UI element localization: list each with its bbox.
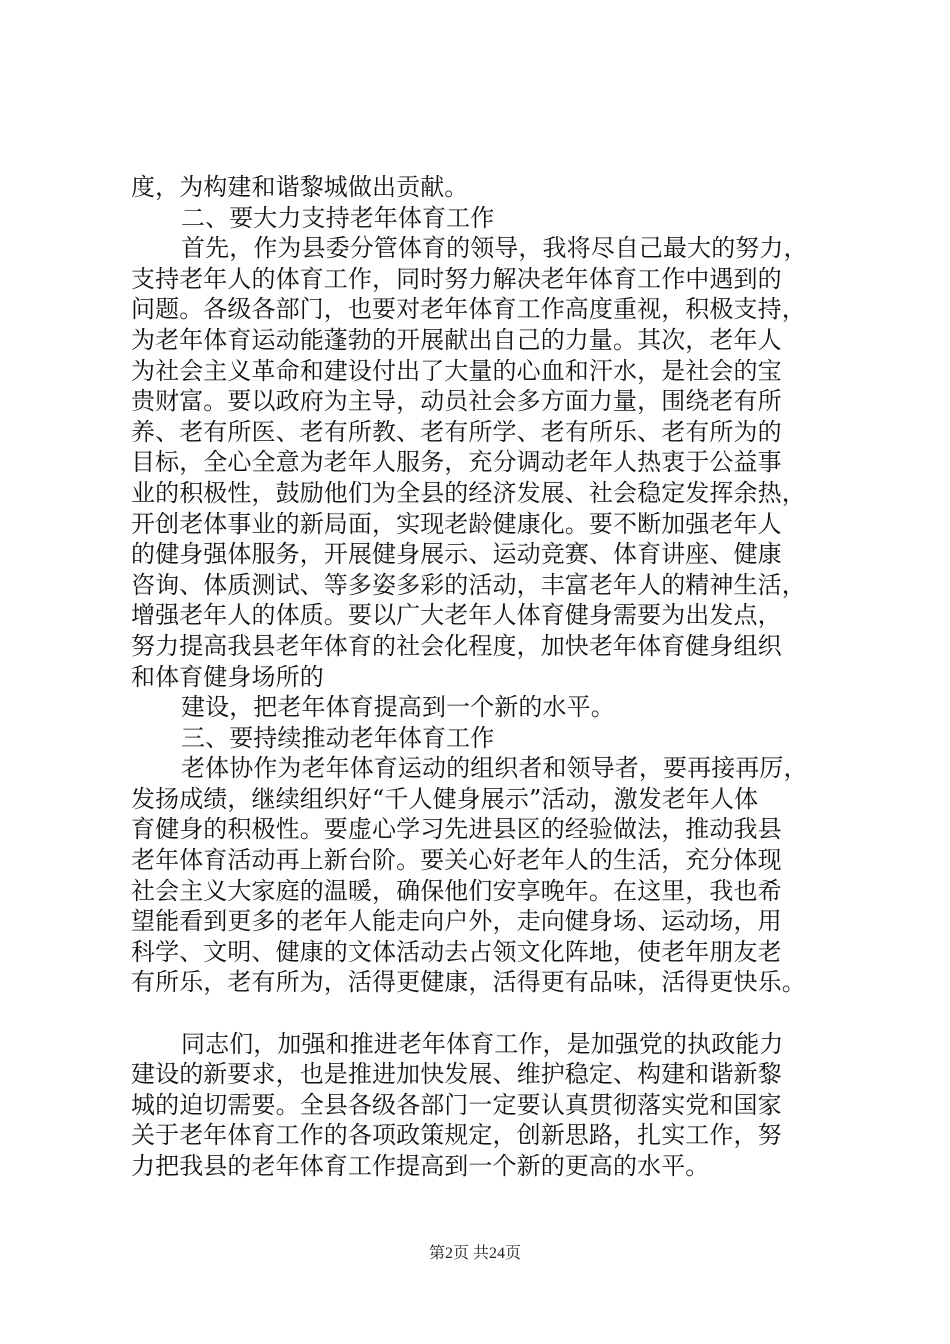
text-line: 为老年体育运动能蓬勃的开展献出自己的力量。其次，老年人	[131, 325, 782, 354]
text-line: 的健身强体服务，开展健身展示、运动竞赛、体育讲座、健康	[131, 540, 782, 569]
text-line: 老年体育活动再上新台阶。要关心好老年人的生活，充分体现	[131, 846, 782, 875]
document-body	[131, 172, 831, 1182]
text-line: 开创老体事业的新局面，实现老龄健康化。要不断加强老年人	[131, 509, 782, 538]
text-line: 有所乐，老有所为，活得更健康，活得更有品味，活得更快乐。	[131, 968, 806, 997]
text-line: 同志们，加强和推进老年体育工作，是加强党的执政能力	[181, 1029, 784, 1058]
text-line: 和体育健身场所的	[131, 662, 324, 691]
text-line: 发扬成绩，继续组织好“千人健身展示”活动，激发老年人体	[131, 784, 759, 813]
text-line: 贵财富。要以政府为主导，动员社会多方面力量，围绕老有所	[131, 387, 782, 416]
text-line: 增强老年人的体质。要以广大老年人体育健身需要为出发点，	[131, 601, 782, 630]
section-heading: 三、要持续推动老年体育工作	[181, 723, 495, 752]
text-line: 科学、文明、健康的文体活动去占领文化阵地，使老年朋友老	[131, 937, 782, 966]
text-line: 支持老年人的体育工作，同时努力解决老年体育工作中遇到的	[131, 264, 782, 293]
text-line: 为社会主义革命和建设付出了大量的心血和汗水，是社会的宝	[131, 356, 782, 385]
text-line: 力把我县的老年体育工作提高到一个新的更高的水平。	[131, 1152, 710, 1180]
text-line: 望能看到更多的老年人能走向户外，走向健身场、运动场，用	[131, 907, 782, 936]
text-line: 社会主义大家庭的温暖，确保他们安享晚年。在这里，我也希	[131, 876, 782, 905]
page-number-footer: 第2页 共24页	[428, 1245, 521, 1262]
text-line: 建设，把老年体育提高到一个新的水平。	[181, 693, 615, 722]
section-heading: 二、要大力支持老年体育工作	[181, 203, 495, 232]
text-line: 努力提高我县老年体育的社会化程度，加快老年体育健身组织	[131, 631, 782, 660]
text-line: 目标，全心全意为老年人服务，充分调动老年人热衷于公益事	[131, 448, 782, 477]
text-line: 问题。各级各部门，也要对老年体育工作高度重视，积极支持，	[131, 295, 806, 324]
text-line: 首先，作为县委分管体育的领导，我将尽自己最大的努力，	[181, 234, 808, 263]
text-line: 度，为构建和谐黎城做出贡献。	[131, 173, 469, 201]
text-line: 育健身的积极性。要虚心学习先进县区的经验做法，推动我县	[131, 815, 782, 844]
text-line: 建设的新要求，也是推进加快发展、维护稳定、构建和谐新黎	[131, 1060, 782, 1089]
text-line: 老体协作为老年体育运动的组织者和领导者，要再接再厉，	[181, 754, 808, 783]
text-line: 关于老年体育工作的各项政策规定，创新思路，扎实工作，努	[131, 1121, 782, 1150]
text-line: 城的迫切需要。全县各级各部门一定要认真贯彻落实党和国家	[131, 1090, 782, 1119]
paragraph-gap	[131, 998, 831, 1029]
text-line: 业的积极性，鼓励他们为全县的经济发展、社会稳定发挥余热，	[131, 478, 806, 507]
text-line: 咨询、体质测试、等多姿多彩的活动，丰富老年人的精神生活，	[131, 570, 806, 599]
text-line: 养、老有所医、老有所教、老有所学、老有所乐、老有所为的	[131, 417, 782, 446]
